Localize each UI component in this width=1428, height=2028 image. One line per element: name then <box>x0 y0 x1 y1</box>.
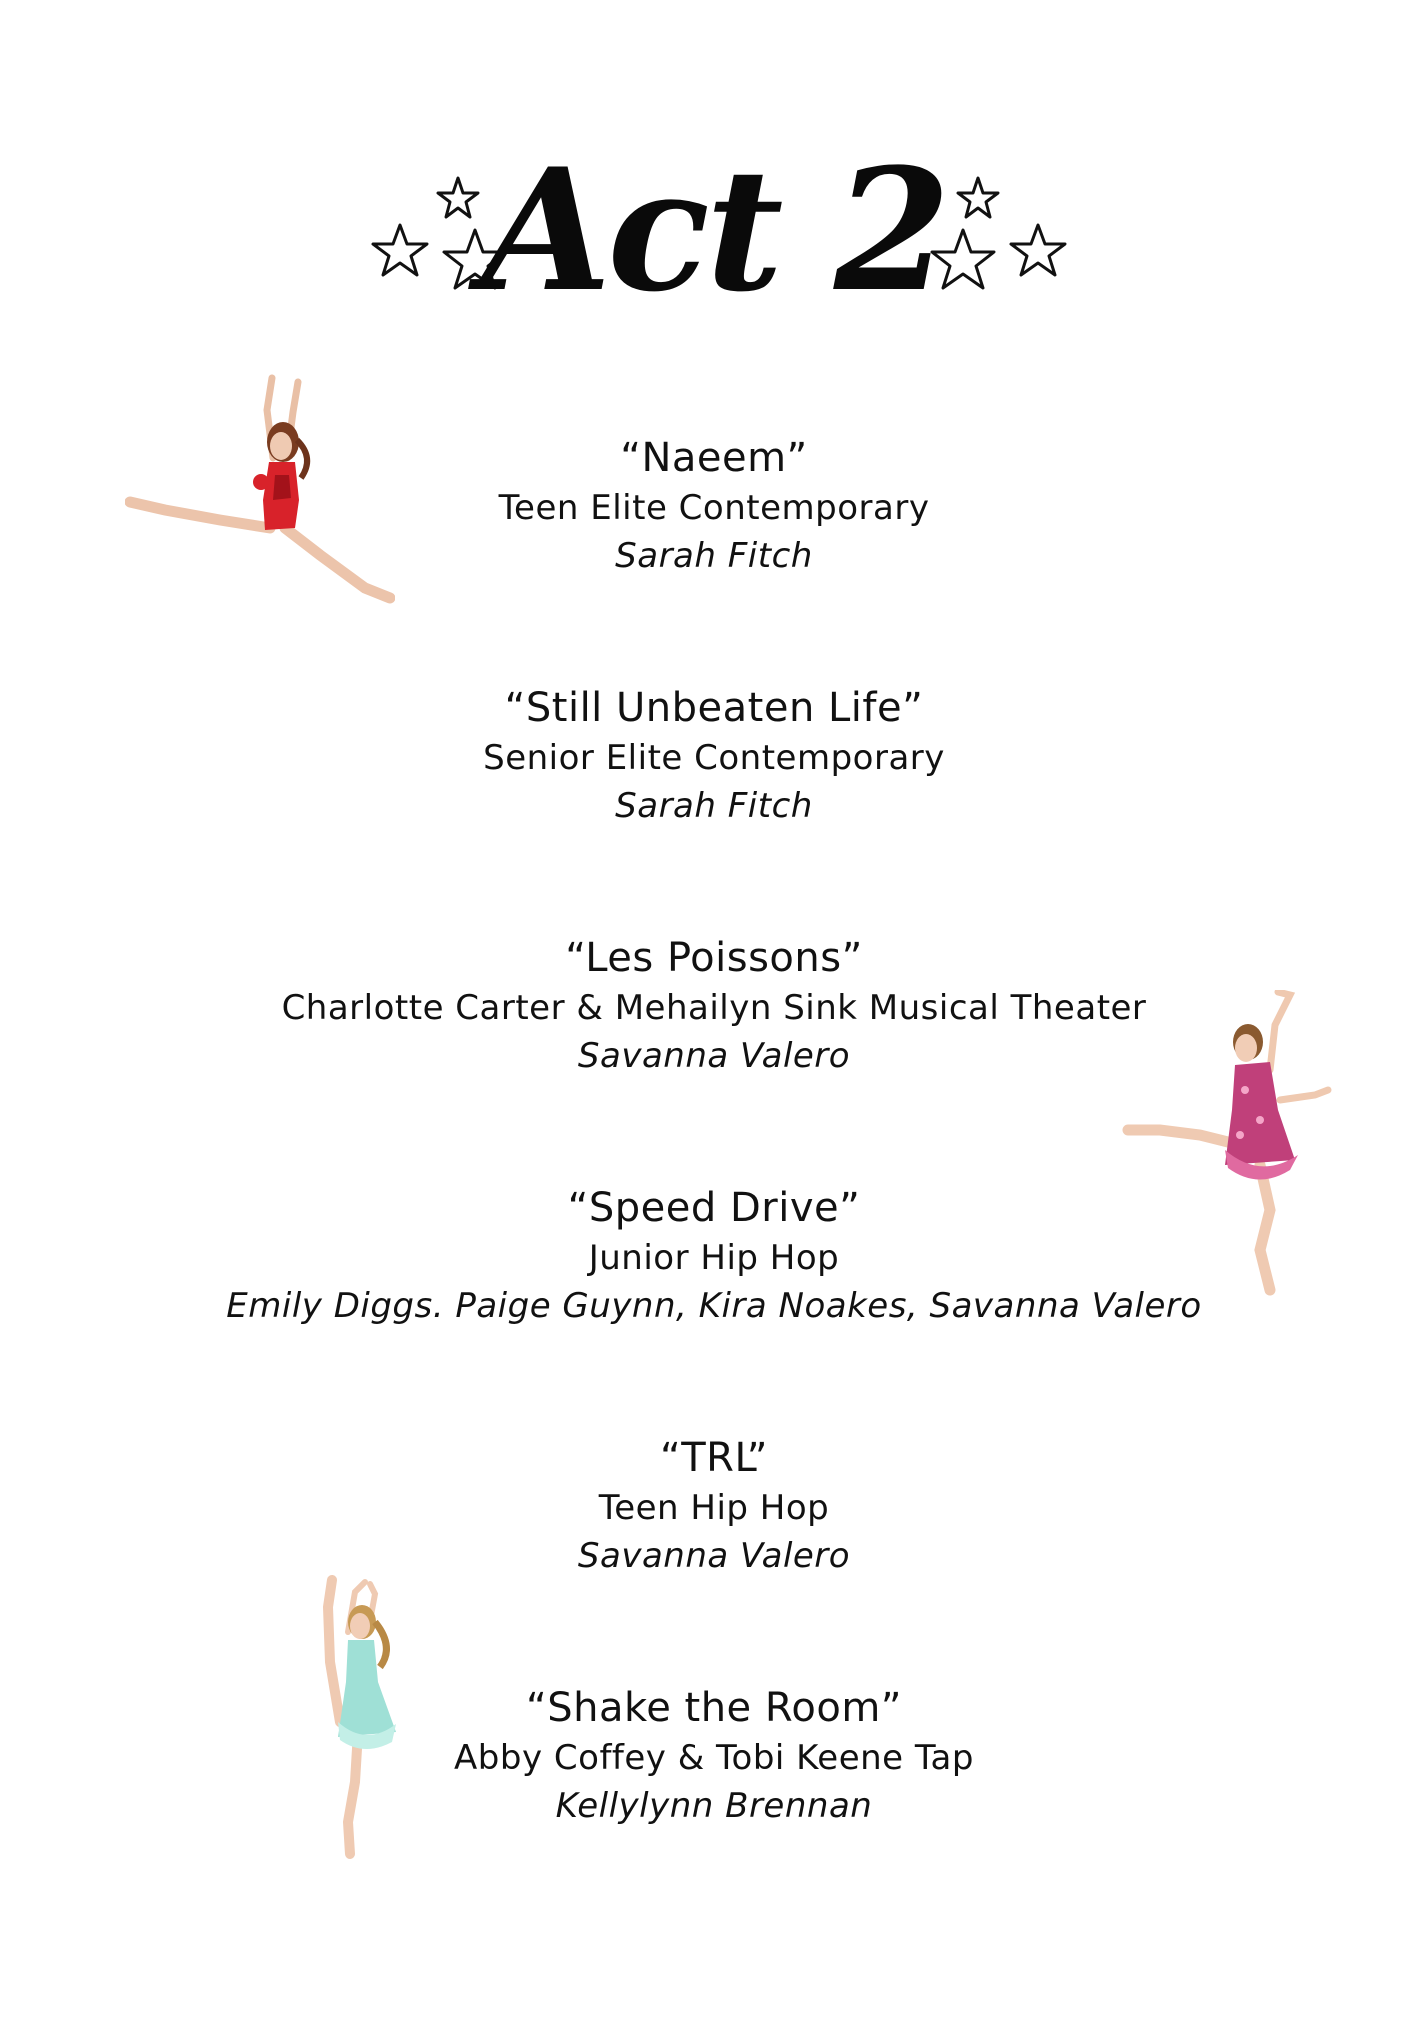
dancer-pink-pose-icon <box>1120 990 1340 1300</box>
program-entry-6 <box>0 1682 1428 1830</box>
entry-name: “Les Poissons” <box>565 935 863 981</box>
entry-category: Teen Hip Hop <box>598 1488 830 1528</box>
entry-category: Abby Coffey & Tobi Keene Tap <box>454 1738 974 1778</box>
act-header <box>0 130 1428 330</box>
entry-category: Senior Elite Contemporary <box>483 738 945 778</box>
entry-choreographer: Sarah Fitch <box>615 536 813 576</box>
entry-choreographer: Kellylynn Brennan <box>555 1786 873 1826</box>
entry-choreographer: Savanna Valero <box>577 1536 851 1576</box>
program-entry-5 <box>0 1432 1428 1580</box>
program-entry-2 <box>0 682 1428 830</box>
entry-name: “Still Unbeaten Life” <box>504 685 924 731</box>
entry-category: Charlotte Carter & Mehailyn Sink Musical Theater <box>281 988 1147 1028</box>
entry-category: Teen Elite Contemporary <box>498 488 930 528</box>
dancer-red-leap-icon <box>125 370 395 610</box>
entry-choreographer: Sarah Fitch <box>615 786 813 826</box>
entry-choreographer: Emily Diggs. Paige Guynn, Kira Noakes, Savanna Valero <box>226 1286 1202 1326</box>
entry-choreographer: Savanna Valero <box>577 1036 851 1076</box>
star-cluster-right-icon <box>918 170 1078 300</box>
entry-name: “Shake the Room” <box>525 1685 903 1731</box>
entry-name: “TRL” <box>660 1435 768 1481</box>
dancer-mint-kick-icon <box>300 1572 420 1862</box>
entry-name: “Speed Drive” <box>567 1185 861 1231</box>
entry-name: “Naeem” <box>620 435 808 481</box>
entry-category: Junior Hip Hop <box>588 1238 840 1278</box>
act-title: Act 2 <box>481 131 947 329</box>
